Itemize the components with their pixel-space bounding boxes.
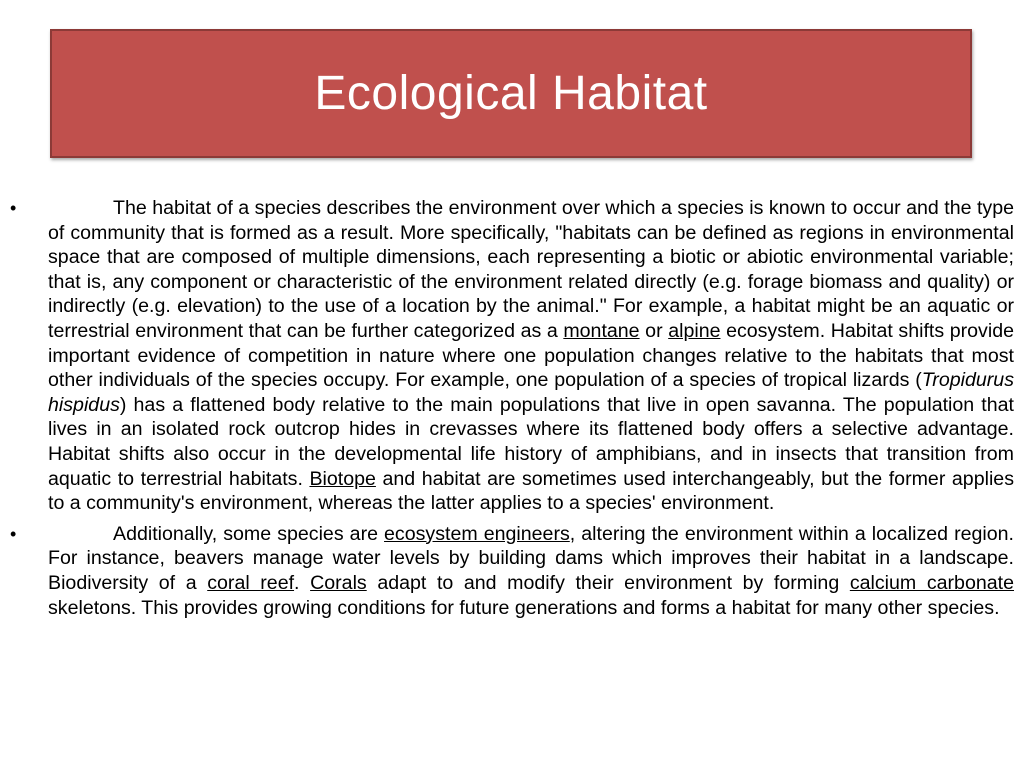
text-run: skeletons. This provides growing conditions for future generations and forms a habitat for many other species. (48, 596, 1000, 619)
link-biotope[interactable]: Biotope (309, 467, 376, 490)
text-run: , altering the environment within a localized region. For instance, beavers manage water levels by building dams which improves their habitat in a landscape. Biodiversity of a (48, 522, 1014, 594)
species-name-italic: Tropidurus hispidus (48, 369, 1014, 416)
slide-title: Ecological Habitat (314, 67, 708, 120)
bullet-item-1 (10, 196, 1014, 516)
text-run: The habitat of a species describes the environment over which a species is known to occur and the type of community that is formed as a result. More specifically, "habitats can be defined as regions in environmental space that are composed of multiple dimensions, each representing a biotic or abiotic environmental variable; that is, any component or characteristic of the environment related directly (e.g. forage biomass and quality) or indirectly (e.g. elevation) to the use of a location by the animal." For example, a habitat might be an aquatic or terrestrial environment that can be further categorized as a (48, 197, 1014, 342)
link-corals[interactable]: Corals (310, 571, 367, 594)
text-run: . (294, 571, 311, 594)
text-run: Additionally, some species are (113, 522, 385, 545)
slide-title-banner (50, 29, 972, 158)
bullet-item-2 (10, 522, 1014, 620)
text-run: adapt to and modify their environment by forming (366, 571, 850, 594)
link-calcium-carbonate[interactable]: calcium carbonate (849, 571, 1014, 594)
link-alpine[interactable]: alpine (668, 319, 721, 342)
link-coral-reef[interactable]: coral reef (207, 571, 295, 594)
bullet-marker-icon: • (10, 523, 17, 544)
text-run: ) has a flattened body relative to the main populations that live in open savanna. The population that lives in an isolated rock outcrop hides in crevasses where its flattened body offers a selective advantage. Habitat shifts also occur in the developmental life history of amphibians, and in insects that transition from aquatic to terrestrial habitats. (48, 393, 1014, 490)
bullet-paragraph (48, 196, 1014, 516)
slide-body (10, 196, 1014, 620)
bullet-marker-icon: • (10, 198, 17, 218)
text-run: and habitat are sometimes used interchangeably, but the former applies to a community's environment, whereas the latter applies to a species' environment. (48, 467, 1014, 515)
link-montane[interactable]: montane (563, 319, 640, 342)
bullet-paragraph (48, 522, 1014, 620)
text-run: or (639, 319, 669, 342)
text-run: ecosystem. Habitat shifts provide important evidence of competition in nature where one population changes relative to the habitats that most other individuals of the species occupy. For example, one population of a species of tropical lizards ( (48, 319, 1014, 392)
link-ecosystem-engineers[interactable]: ecosystem engineers (384, 522, 570, 545)
